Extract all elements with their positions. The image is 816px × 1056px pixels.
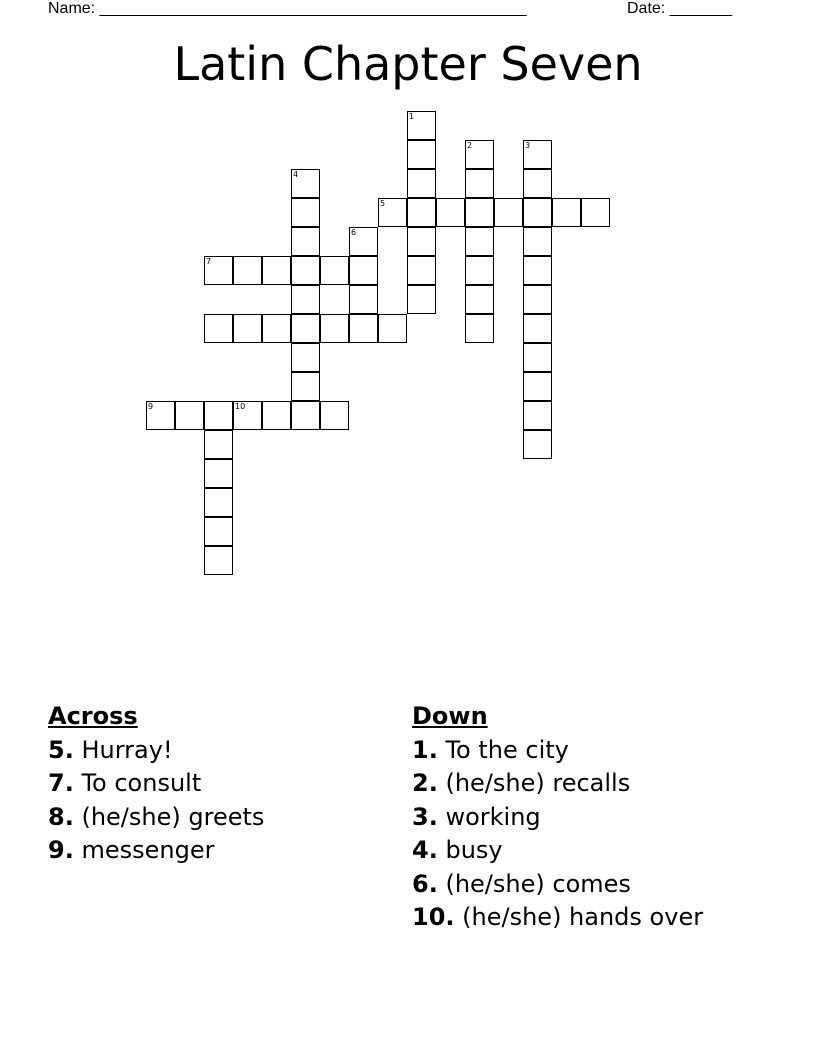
grid-cell[interactable] xyxy=(204,314,233,343)
clue-number: 5. xyxy=(48,735,74,764)
clue-number: 9. xyxy=(48,836,74,864)
clue-text: (he/she) recalls xyxy=(445,769,631,797)
grid-cell[interactable] xyxy=(378,198,407,227)
grid-cell[interactable] xyxy=(523,343,552,372)
grid-cell[interactable] xyxy=(407,169,436,198)
clue-item xyxy=(412,801,703,835)
grid-cell[interactable] xyxy=(465,198,494,227)
grid-cell[interactable] xyxy=(233,401,262,430)
grid-cell[interactable] xyxy=(262,256,291,285)
grid-cell[interactable] xyxy=(291,169,320,198)
grid-cell[interactable] xyxy=(233,256,262,285)
grid-cell[interactable] xyxy=(320,256,349,285)
clue-number: 2. xyxy=(412,769,438,797)
clue-number-label: 5 xyxy=(380,199,386,208)
grid-cell[interactable] xyxy=(204,459,233,488)
grid-cell[interactable] xyxy=(523,372,552,401)
clue-item xyxy=(412,734,703,768)
grid-cell[interactable] xyxy=(320,401,349,430)
grid-cell[interactable] xyxy=(465,227,494,256)
grid-cell[interactable] xyxy=(349,256,378,285)
grid-cell[interactable] xyxy=(523,401,552,430)
date-field-label: Date: _______ xyxy=(627,0,732,17)
clue-number-label: 2 xyxy=(467,141,473,150)
grid-cell[interactable] xyxy=(378,314,407,343)
grid-cell[interactable] xyxy=(436,198,465,227)
clue-text: (he/she) greets xyxy=(81,802,265,831)
clue-item xyxy=(48,734,264,768)
clue-text: busy xyxy=(445,836,503,864)
clue-item xyxy=(48,767,264,801)
clue-text: (he/she) hands over xyxy=(462,903,704,931)
grid-cell[interactable] xyxy=(262,314,291,343)
grid-cell[interactable] xyxy=(465,285,494,314)
clue-number: 3. xyxy=(412,802,438,831)
clue-number-label: 1 xyxy=(409,112,415,121)
clue-item xyxy=(48,834,264,868)
clue-number: 7. xyxy=(48,769,74,797)
grid-cell[interactable] xyxy=(291,372,320,401)
grid-cell[interactable] xyxy=(523,198,552,227)
clue-number: 6. xyxy=(412,869,438,898)
grid-cell[interactable] xyxy=(320,314,349,343)
grid-cell[interactable] xyxy=(407,227,436,256)
grid-cell[interactable] xyxy=(291,343,320,372)
grid-cell[interactable] xyxy=(204,488,233,517)
clue-item xyxy=(412,901,703,935)
grid-cell[interactable] xyxy=(175,401,204,430)
grid-cell[interactable] xyxy=(523,227,552,256)
grid-cell[interactable] xyxy=(465,256,494,285)
grid-cell[interactable] xyxy=(465,140,494,169)
page-title: Latin Chapter Seven xyxy=(173,37,643,91)
grid-cell[interactable] xyxy=(291,227,320,256)
grid-cell[interactable] xyxy=(523,314,552,343)
clue-number-label: 10 xyxy=(235,402,246,411)
down-clues xyxy=(412,700,703,935)
grid-cell[interactable] xyxy=(204,401,233,430)
grid-cell[interactable] xyxy=(204,256,233,285)
clue-number: 1. xyxy=(412,735,438,764)
clue-number-label: 6 xyxy=(351,228,357,237)
across-clues xyxy=(48,700,264,868)
grid-cell[interactable] xyxy=(349,314,378,343)
grid-cell[interactable] xyxy=(552,198,581,227)
grid-cell[interactable] xyxy=(523,285,552,314)
name-field-label: Name: ________________________________________________ xyxy=(48,0,527,17)
clue-text: To consult xyxy=(81,769,202,797)
grid-cell[interactable] xyxy=(146,401,175,430)
grid-cell[interactable] xyxy=(262,401,291,430)
grid-cell[interactable] xyxy=(523,140,552,169)
clue-number-label: 9 xyxy=(148,402,154,411)
grid-cell[interactable] xyxy=(291,285,320,314)
grid-cell[interactable] xyxy=(349,227,378,256)
grid-cell[interactable] xyxy=(204,546,233,575)
clue-text: (he/she) comes xyxy=(445,869,631,898)
grid-cell[interactable] xyxy=(349,285,378,314)
grid-cell[interactable] xyxy=(291,198,320,227)
clue-number: 4. xyxy=(412,836,438,864)
clue-number: 10. xyxy=(412,903,455,931)
grid-cell[interactable] xyxy=(523,256,552,285)
grid-cell[interactable] xyxy=(581,198,610,227)
across-heading: Across xyxy=(48,702,138,730)
grid-cell[interactable] xyxy=(523,169,552,198)
grid-cell[interactable] xyxy=(291,314,320,343)
grid-cell[interactable] xyxy=(407,256,436,285)
grid-cell[interactable] xyxy=(465,169,494,198)
grid-cell[interactable] xyxy=(204,517,233,546)
clue-text: Hurray! xyxy=(81,735,173,764)
clue-text: messenger xyxy=(81,836,215,864)
clue-number-label: 3 xyxy=(525,141,531,150)
clue-text: working xyxy=(445,802,541,831)
clue-item xyxy=(48,801,264,835)
grid-cell[interactable] xyxy=(407,285,436,314)
grid-cell[interactable] xyxy=(407,198,436,227)
clue-number-label: 4 xyxy=(293,170,299,179)
grid-cell[interactable] xyxy=(204,430,233,459)
down-heading: Down xyxy=(412,702,488,730)
grid-cell[interactable] xyxy=(291,256,320,285)
grid-cell[interactable] xyxy=(494,198,523,227)
clue-item xyxy=(412,868,703,902)
clue-text: To the city xyxy=(445,735,569,764)
grid-cell[interactable] xyxy=(465,314,494,343)
grid-cell[interactable] xyxy=(523,430,552,459)
clue-number: 8. xyxy=(48,802,74,831)
clue-item xyxy=(412,834,703,868)
grid-cell[interactable] xyxy=(407,140,436,169)
clue-item xyxy=(412,767,703,801)
grid-cell[interactable] xyxy=(291,401,320,430)
clue-number-label: 7 xyxy=(206,257,212,266)
grid-cell[interactable] xyxy=(407,111,436,140)
grid-cell[interactable] xyxy=(233,314,262,343)
